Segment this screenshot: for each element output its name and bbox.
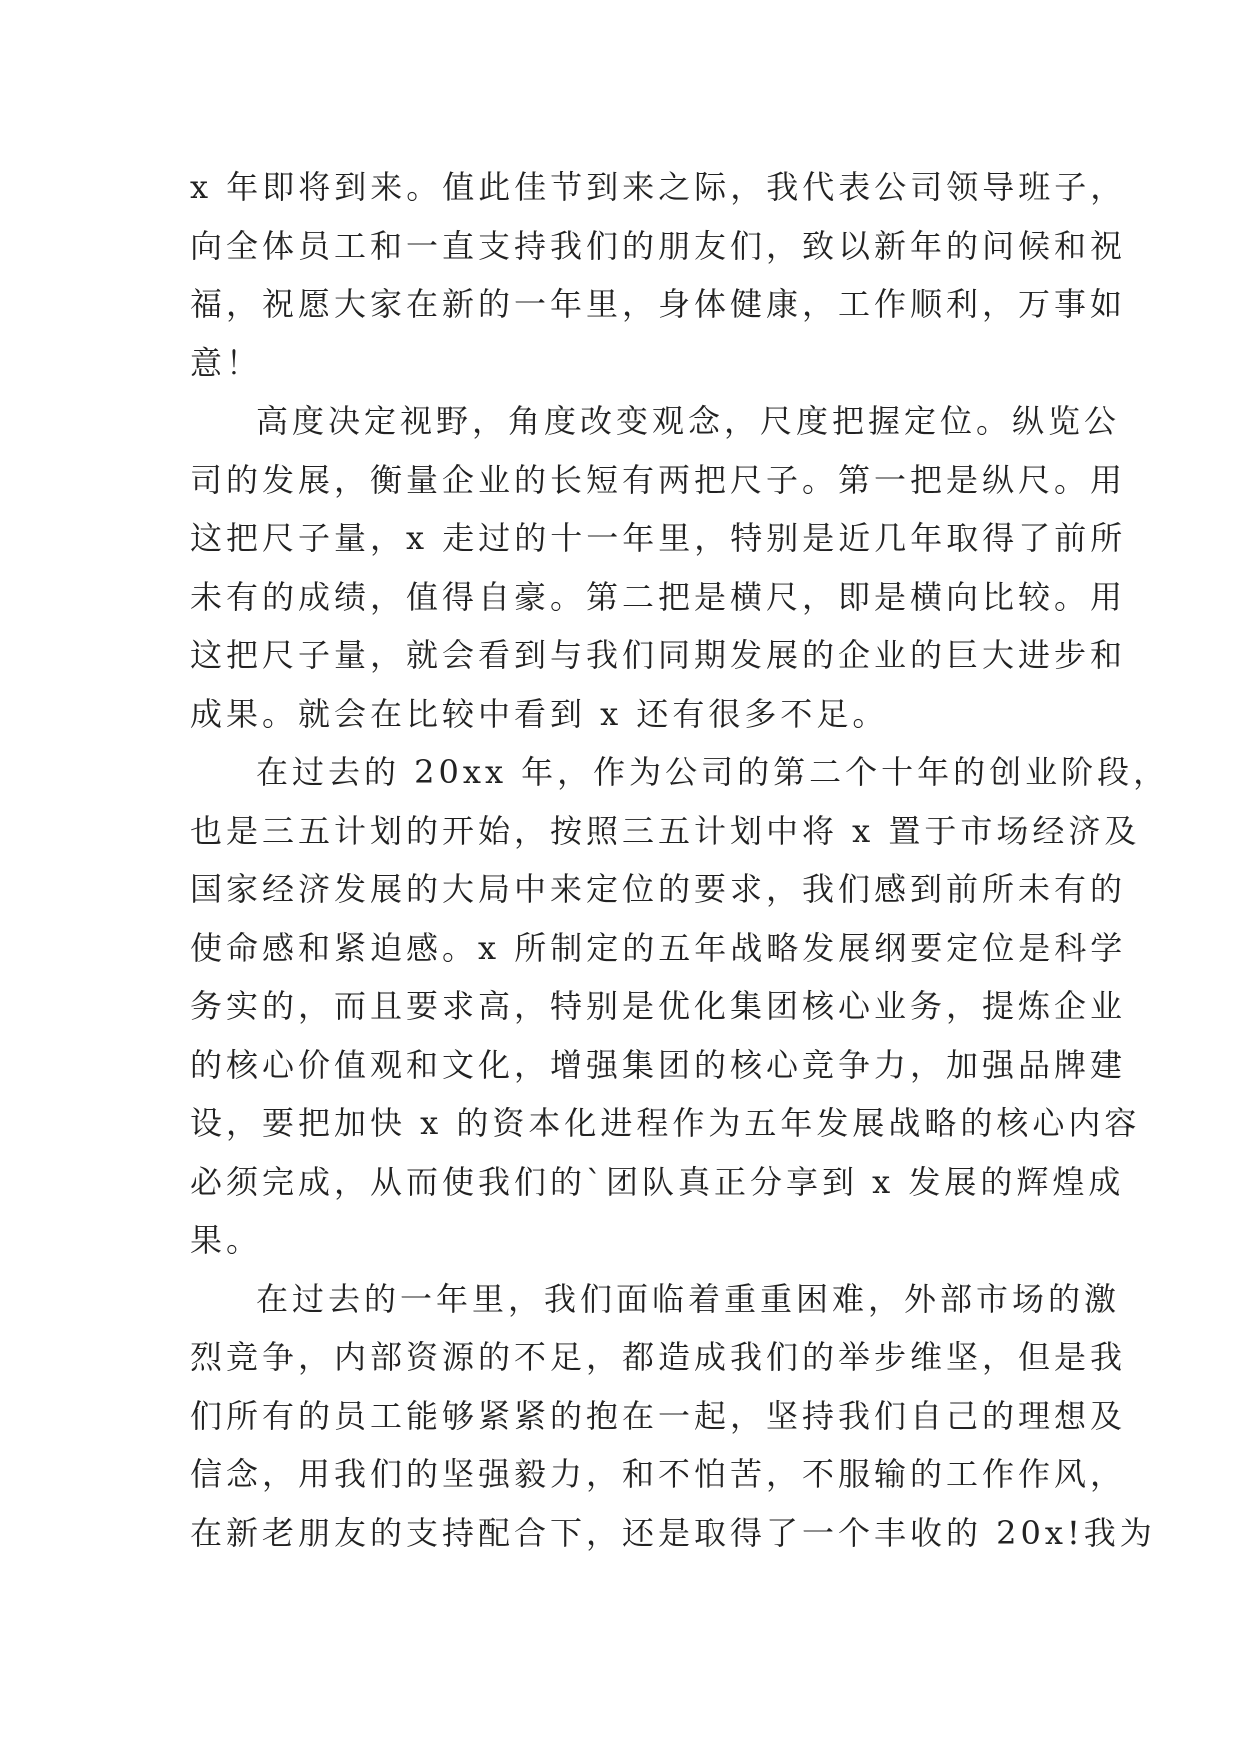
text-line: 烈竞争，内部资源的不足，都造成我们的举步维坚，但是我	[190, 1338, 1127, 1376]
text-line: 务实的，而且要求高，特别是优化集团核心业务，提炼企业	[190, 987, 1127, 1025]
body-text	[190, 158, 1170, 1562]
text-line: 的核心价值观和文化，增强集团的核心竞争力，加强品牌建	[190, 1045, 1127, 1084]
text-line: 在新老朋友的支持配合下，还是取得了一个丰收的 20x!我为	[190, 1513, 1156, 1552]
text-line: 信念，用我们的坚强毅力，和不怕苦，不服输的工作作风，	[190, 1455, 1127, 1493]
text-line: 高度决定视野，角度改变观念，尺度把握定位。纵览公	[256, 402, 1121, 440]
text-line: 向全体员工和一直支持我们的朋友们，致以新年的问候和祝	[190, 226, 1127, 265]
text-line: 果。	[190, 1221, 263, 1259]
text-line: x 年即将到来。值此佳节到来之际，我代表公司领导班子，	[190, 168, 1127, 206]
text-line: 未有的成绩，值得自豪。第二把是横尺，即是横向比较。用	[190, 577, 1127, 616]
text-line: 也是三五计划的开始，按照三五计划中将 x 置于市场经济及	[190, 811, 1141, 850]
text-line: 在过去的 20xx 年，作为公司的第二个十年的创业阶段，	[256, 753, 1170, 791]
text-line: 这把尺子量，x 走过的十一年里，特别是近几年取得了前所	[190, 519, 1127, 557]
text-line: 福，祝愿大家在新的一年里，身体健康，工作顺利，万事如	[190, 285, 1127, 323]
text-line: 国家经济发展的大局中来定位的要求，我们感到前所未有的	[190, 870, 1127, 908]
text-line: 在过去的一年里，我们面临着重重困难，外部市场的激	[256, 1279, 1121, 1318]
text-line: 司的发展，衡量企业的长短有两把尺子。第一把是纵尺。用	[190, 460, 1127, 499]
text-line: 必须完成，从而使我们的`团队真正分享到 x 发展的辉煌成	[190, 1162, 1125, 1201]
text-line: 们所有的员工能够紧紧的抱在一起，坚持我们自己的理想及	[190, 1396, 1127, 1435]
text-line: 设，要把加快 x 的资本化进程作为五年发展战略的核心内容	[190, 1104, 1141, 1142]
text-line: 成果。就会在比较中看到 x 还有很多不足。	[190, 694, 889, 733]
text-line: 这把尺子量，就会看到与我们同期发展的企业的巨大进步和	[190, 636, 1127, 674]
text-line: 意！	[190, 343, 263, 382]
text-line: 使命感和紧迫感。x 所制定的五年战略发展纲要定位是科学	[190, 928, 1127, 967]
